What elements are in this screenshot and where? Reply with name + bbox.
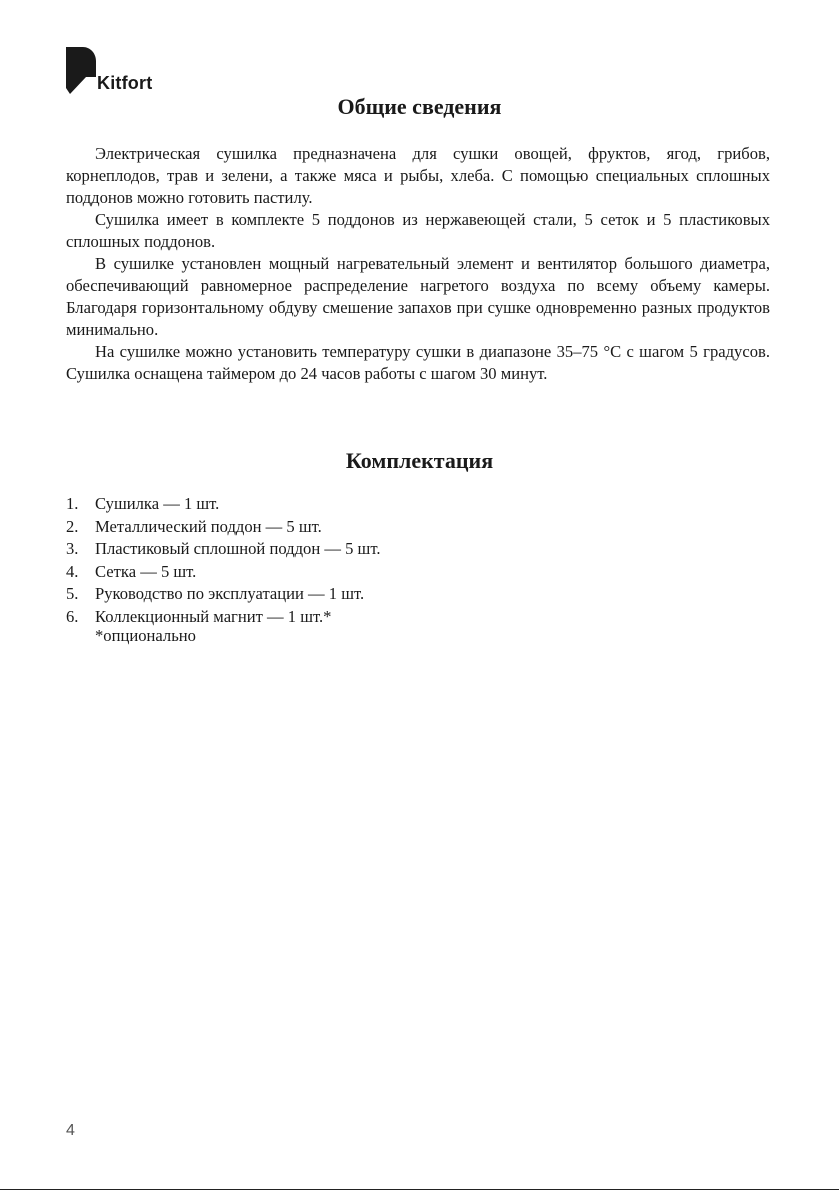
list-item-number: 4. — [66, 561, 79, 581]
list-item — [66, 516, 666, 539]
list-item-text: Пластиковый сплошной поддон — 5 шт. — [95, 539, 381, 559]
list-item-number: 1. — [66, 494, 79, 513]
section-title-kit: Комплектация — [345, 448, 494, 473]
list-item-number: 6. — [66, 606, 79, 626]
list-item-number: 3. — [66, 539, 79, 559]
list-item — [66, 561, 666, 584]
list-item — [66, 538, 666, 561]
section-title-general: Общие сведения — [337, 94, 502, 119]
paragraph-kit-summary: Сушилка имеет в комплекте 5 поддонов из нержавеющей стали, 5 сеток и 5 пластиковых сплошных поддонов. — [66, 210, 770, 251]
kitfort-logo-icon — [66, 47, 96, 95]
paragraph-purpose: Электрическая сушилка предназначена для сушки овощей, фруктов, ягод, грибов, корнеплодов, трав и зелени, а также мяса и рыбы, хлеба. С помощью специальных сплошных поддонов можно готовить пастилу. — [66, 144, 770, 207]
page-number: 4 — [66, 1122, 75, 1139]
kitfort-logo — [66, 47, 152, 95]
footnote: *опционально — [95, 626, 196, 645]
list-item-text: Руководство по эксплуатации — 1 шт. — [95, 584, 365, 604]
brand-name: Kitfort — [97, 73, 153, 93]
list-item-text: Сушилка — 1 шт. — [95, 494, 220, 513]
list-item-text: Металлический поддон — 5 шт. — [95, 516, 322, 536]
list-item-text: Сетка — 5 шт. — [95, 561, 197, 581]
paragraph-heating: В сушилке установлен мощный нагревательный элемент и вентилятор большого диаметра, обеспечивающий равномерное распределение нагретого воздуха по всему объему камеры. Благодаря горизонтальному обдуву смешение запахов при сушке одновременно разных продуктов минимально. — [66, 254, 770, 339]
paragraph-temperature-timer: На сушилке можно установить температуру сушки в диапазоне 35–75 °C с шагом 5 градусов. Сушилка оснащена таймером до 24 часов работы с шагом 30 минут. — [66, 342, 770, 383]
page-bottom-rule — [0, 1189, 839, 1190]
list-item-number: 2. — [66, 516, 79, 536]
list-item — [66, 583, 666, 606]
general-info-text — [66, 143, 770, 385]
list-item-text: Коллекционный магнит — 1 шт.* — [95, 606, 332, 626]
list-item — [66, 493, 666, 516]
kit-list — [66, 493, 666, 629]
list-item-number: 5. — [66, 584, 79, 604]
